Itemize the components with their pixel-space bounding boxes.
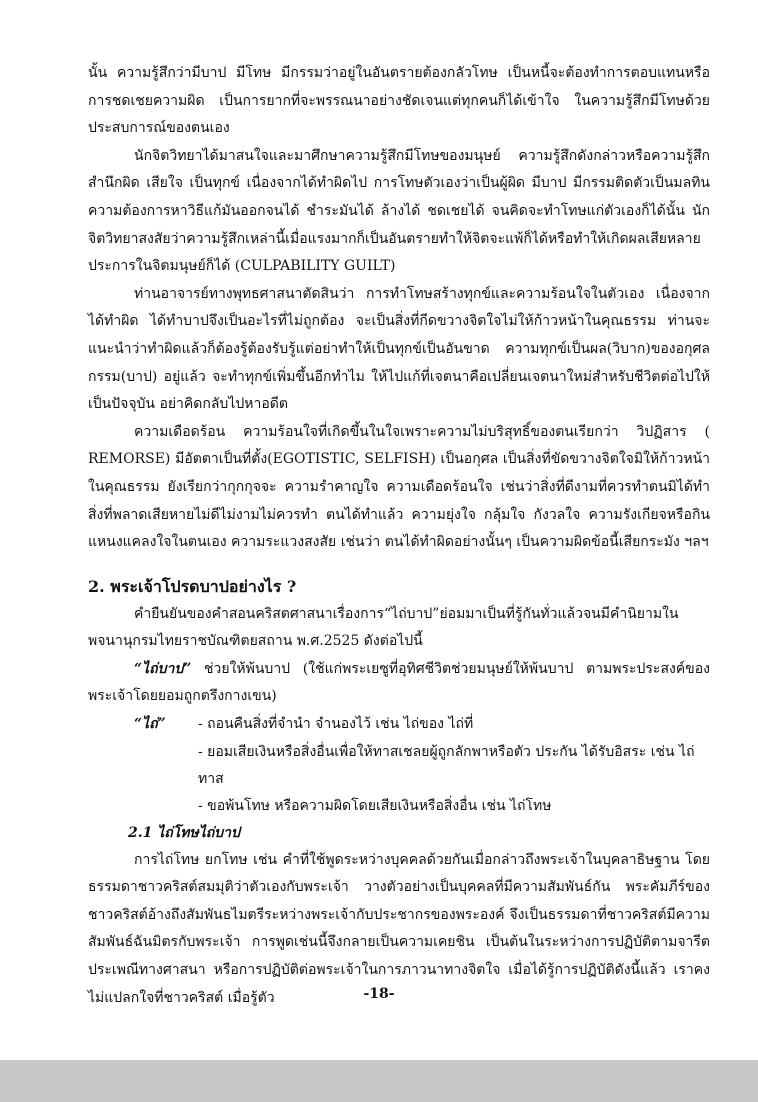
paragraph-1: นั้น ความรู้สึกว่ามีบาป มีโทษ มีกรรมว่าอยู่ในอันตรายต้องกลัวโทษ เป็นหนี้จะต้องทำการตอบแทนหรือการชดเชยความผิด เป็นการยากที่จะพรรณนาอย่างชัดเจนแต่ทุกคนก็ได้เข้าใจ ในความรู้สึกมีโทษด้วยประสบการณ์ของตนเอง	[88, 65, 710, 137]
page-number: -18-	[363, 986, 395, 1002]
section-2-intro: คำยืนยันของคำสอนคริสตศาสนาเรื่องการ“ไถ่บาป”ย่อมมาเป็นที่รู้กันทั่วแล้วจนมีคำนิยามในพจนานุกรมไทยราชบัณฑิตยสถาน พ.ศ.2525 ดังต่อไปนี้	[88, 605, 679, 650]
paragraph-2: นักจิตวิทยาได้มาสนใจและมาศึกษาความรู้สึกมีโทษของมนุษย์ ความรู้สึกดังกล่าวหรือความรู้สึกสำนึกผิด เสียใจ เป็นทุกข์ เนื่องจากได้ทำผิดไป การโทษตัวเองว่าเป็นผู้ผิด มีบาป มีกรรมติดตัวเป็นมลทิน ความต้องการหาวิธีแก้มันออกจนได้ ชำระมันได้ ล้างได้ ชดเชยได้ จนคิดจะทำโทษแก่ตัวเองก็ได้นั้น นักจิตวิทยาสงสัยว่าความรู้สึกเหล่านี้เมื่อแรงมากก็เป็นอันตรายทำให้จิตจะแพ้ก็ได้หรือทำให้เกิดผลเสียหลายประการในจิตมนุษย์ก็ได้ (CULPABILITY GUILT)	[88, 147, 710, 275]
paragraph-3: ท่านอาจารย์ทางพุทธศาสนาตัดสินว่า การทำโทษสร้างทุกข์และความร้อนใจในตัวเอง เนื่องจากได้ทำผิด ได้ทำบาปจึงเป็นอะไรที่ไม่ถูกต้อง จะเป็นสิ่งที่กีดขวางจิตใจไม่ให้ก้าวหน้าในคุณธรรม ท่านจะแนะนำว่าทำผิดแล้วก็ต้องรู้ต้องรับรู้แต่อย่าทำให้เป็นทุกข์เป็นอันขาด ความทุกข์เป็นผล(วิบาก)ของอกุศลกรรม(บาป) อยู่แล้ว จะทำทุกข์เพิ่มขึ้นอีกทำไม ให้ไปแก้ที่เจตนาคือเปลี่ยนเจตนาใหม่สำหรับชีวิตต่อไปให้เป็นปัจจุบัน อย่าคิดกลับไปหาอดีต	[88, 285, 710, 413]
paragraph-5: การไถ่โทษ ยกโทษ เช่น คำที่ใช้พูดระหว่างบุคคลด้วยกันเมื่อกล่าวถึงพระเจ้าในบุคลาธิษฐาน โดยธรรมดาชาวคริสต์สมมุติว่าตัวเองกับพระเจ้า วางตัวอย่างเป็นบุคคลที่มีความสัมพันธ์กัน พระคัมภีร์ของชาวคริสต์อ้างถึงสัมพันธไมตรีระหว่างพระเจ้ากับประชากรของพระองค์ จึงเป็นธรรมดาที่ชาวคริสต์มีความสัมพันธ์ฉันมิตรกับพระเจ้า การพูดเช่นนี้จึงกลายเป็นความเคยชิน เป็นต้นในระหว่างการปฏิบัติตามจารีตประเพณีทางศาสนา หรือการปฏิบัติต่อพระเจ้าในการภาวนาทางจิตใจ เมื่อได้รู้การปฏิบัติดังนี้แล้ว เราคงไม่แปลกใจที่ชาวคริสต์ เมื่อรู้ตัว	[88, 851, 710, 1006]
definition-item: - ถอนคืนสิ่งที่จำนำ จำนองไว้ เช่น ไถ่ของ ไถ่ที่	[198, 716, 474, 733]
definition-item: - ยอมเสียเงินหรือสิ่งอื่นเพื่อให้ทาสเชลยผู้ถูกลักพาหรือตัว ประกัน ได้รับอิสระ เช่น ไถ่ทาส	[198, 743, 695, 787]
definition-redeem	[134, 711, 710, 739]
subsection-2-1-heading: 2.1 ไถ่โทษไถ่บาป	[128, 824, 240, 841]
scan-border	[0, 1060, 758, 1102]
definition-text: ช่วยให้พ้นบาป (ใช้แก่พระเยซูที่อุทิศชีวิตช่วยมนุษย์ให้พ้นบาป ตามพระประสงค์ของพระเจ้าโดยยอมถูกตรึงกางเขน)	[88, 660, 711, 705]
definition-term: “ไถ่”	[134, 716, 166, 733]
section-spacer	[88, 557, 710, 573]
definition-item: - ขอพ้นโทษ หรือความผิดโดยเสียเงินหรือสิ่งอื่น เช่น ไถ่โทษ	[198, 797, 552, 814]
body-text	[88, 60, 710, 1012]
section-2-heading: 2. พระเจ้าโปรดบาปอย่างไร ?	[88, 576, 297, 596]
paragraph-4: ความเดือดร้อน ความร้อนใจที่เกิดขึ้นในใจเพราะความไม่บริสุทธิ์ของตนเรียกว่า วิปฏิสาร ( REMORSE) มีอัตตาเป็นที่ตั้ง(EGOTISTIC, SELFISH) เป็นอกุศล เป็นสิ่งที่ขัดขวางจิตใจมิให้ก้าวหน้าในคุณธรรม ยังเรียกว่ากุกกุจจะ ความรำคาญใจ ความเดือดร้อนใจ เช่นว่าสิ่งที่ดีงามที่ควรทำตนมิได้ทำ สิ่งที่พลาดเสียหายไม่ดีไม่งามไม่ควรทำ ตนได้ทำแล้ว ความยุ่งใจ กลุ้มใจ กังวลใจ ความรังเกียจหรือกินแหนงแคลงใจในตนเอง ความระแวงสงสัย เช่นว่า ตนได้ทำผิดอย่างนั้นๆ เป็นความผิดข้อนี้เสียกระมัง ฯลฯ	[88, 423, 710, 551]
definition-term: “ไถ่บาป”	[134, 660, 192, 677]
definition-redeem-sin	[88, 656, 710, 711]
